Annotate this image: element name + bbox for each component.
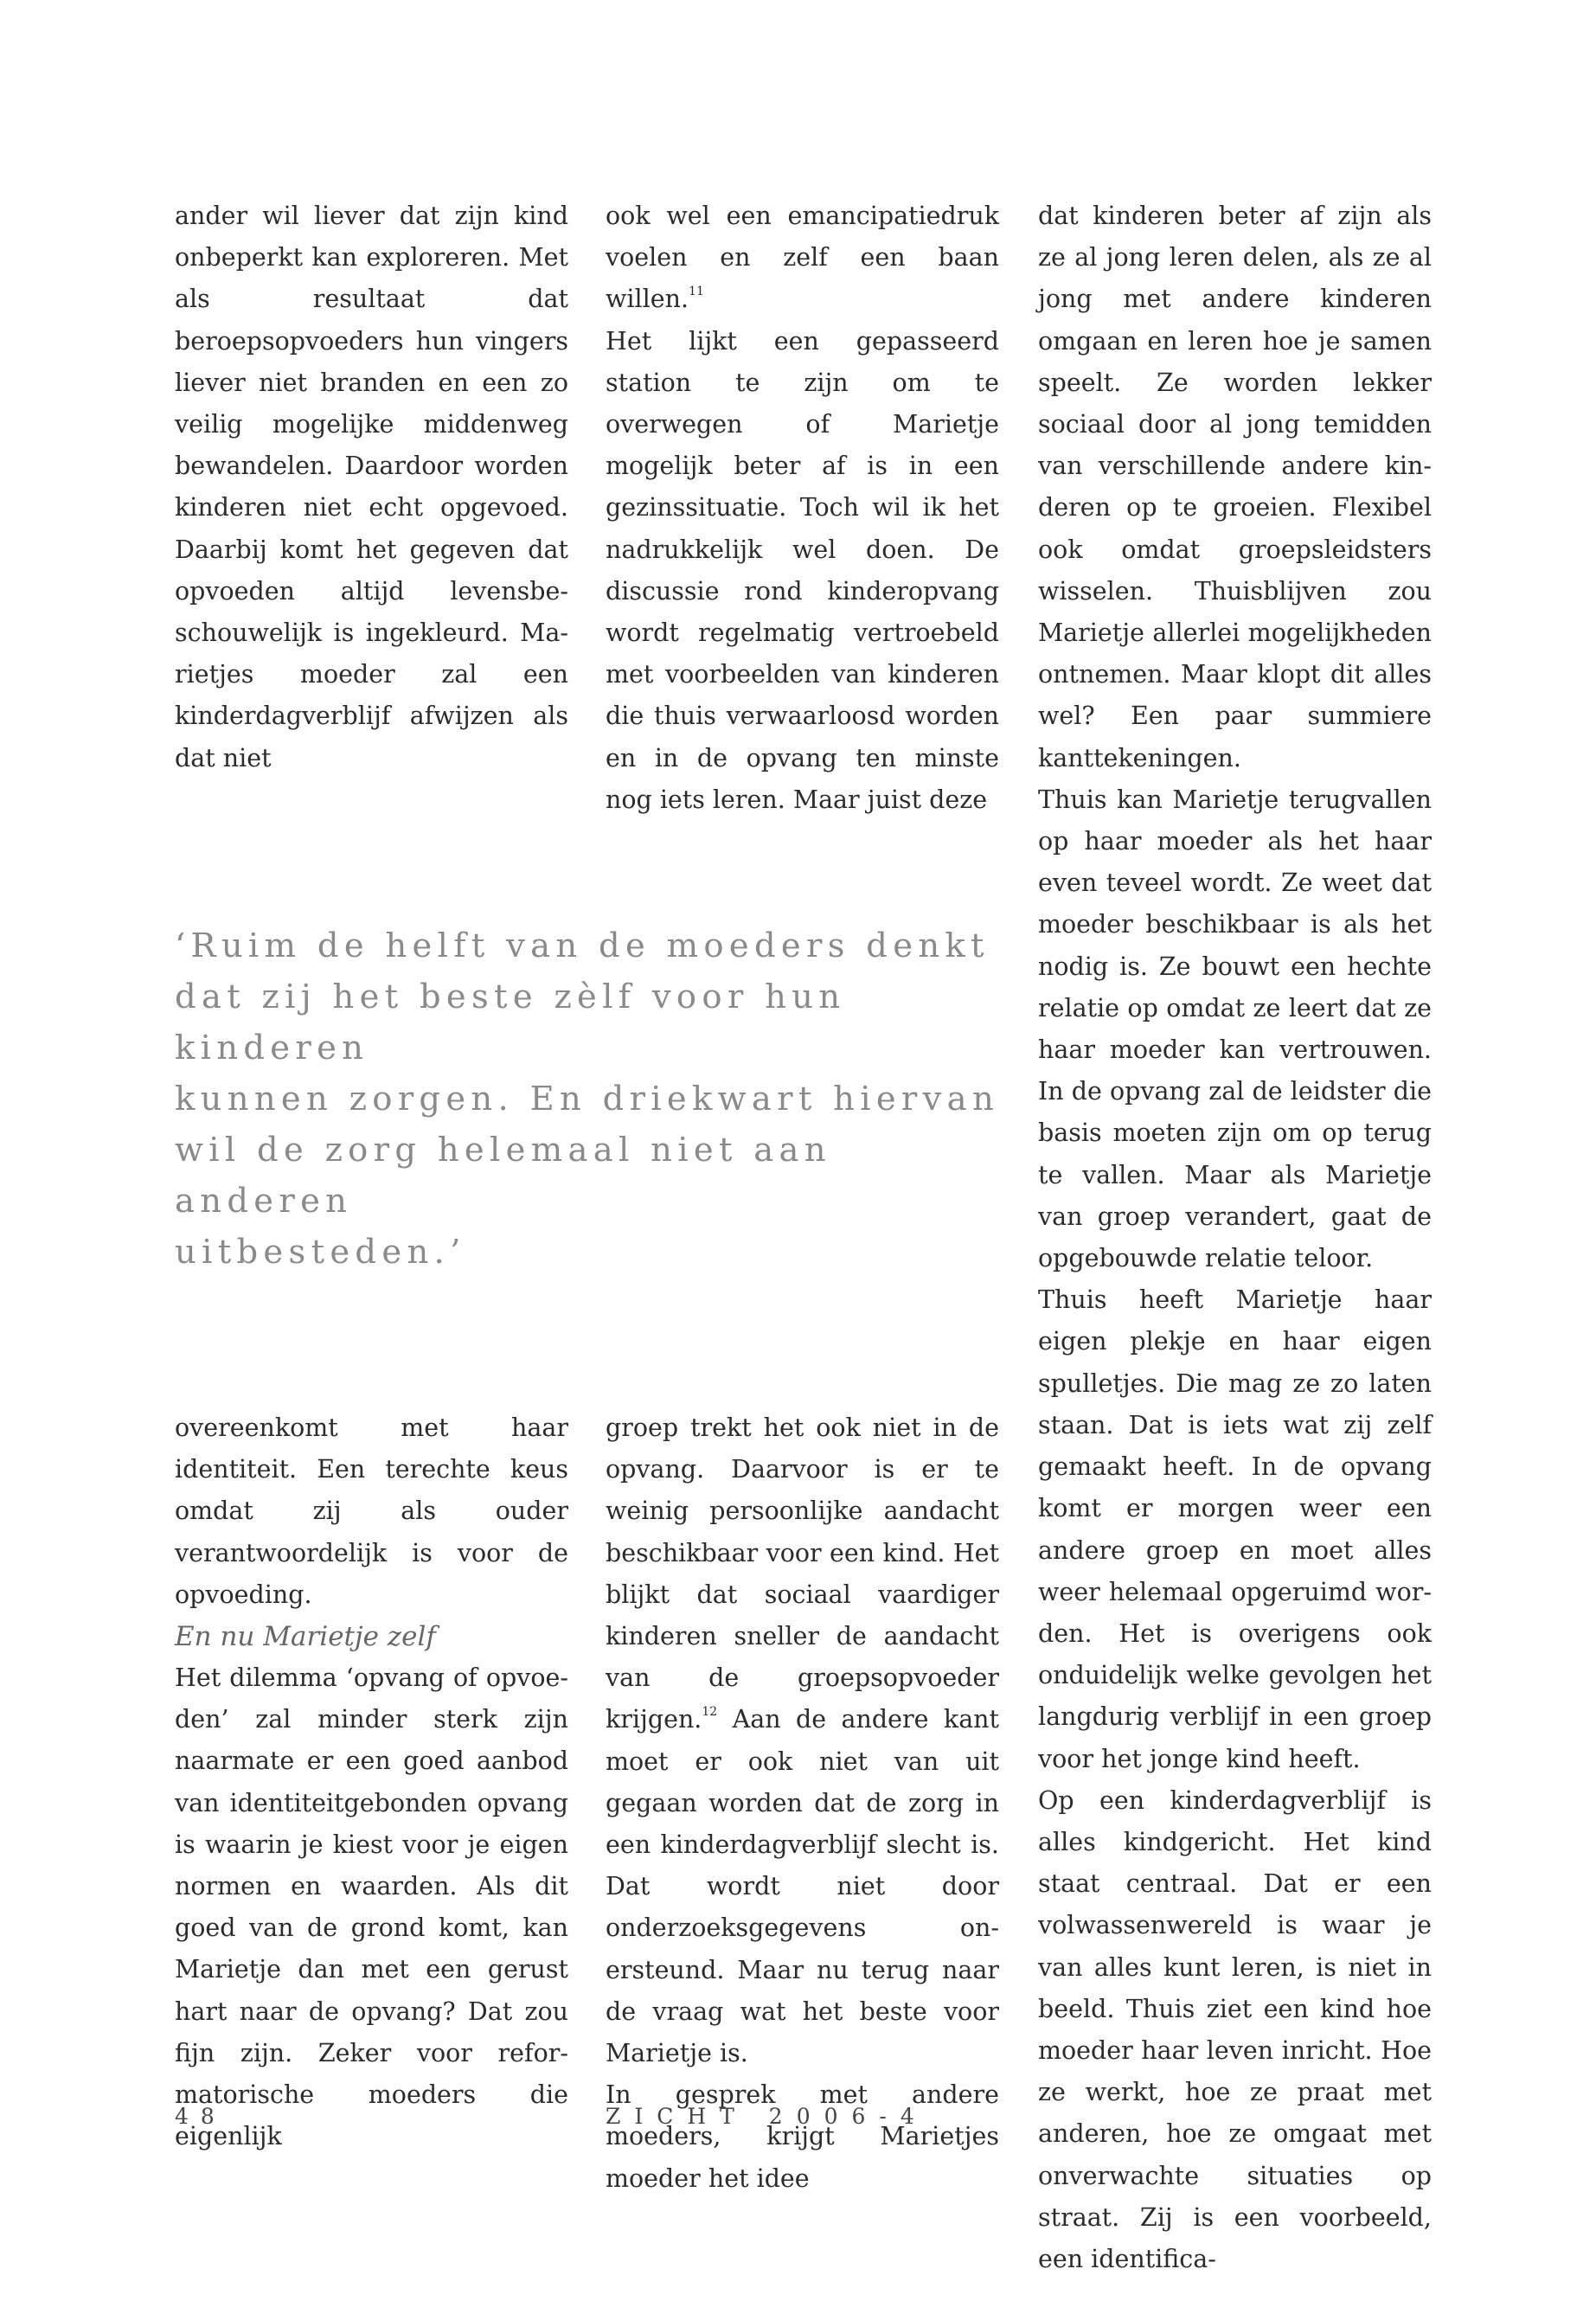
body-paragraph: Op een kinderdagverblijf is alles kindgericht. Het kind staat centraal. Dat er een volwassenwereld is waar je van alles kunt leren, is niet in beeld. Thuis ziet een kind hoe moeder haar leven inricht. Hoe ze werkt, hoe ze praat met anderen, hoe ze omgaat met onverwachte situaties op straat. Zij is een voorbeeld, een identifica- bbox=[1038, 1785, 1432, 2273]
body-paragraph: Het dilemma ‘opvang of opvoeden’ zal minder sterk zijn naarmate er een goed aanbod van identiteitgebonden opvang is waarin je kiest voor je eigen normen en waarden. Als dit goed van de grond komt, kan Marietje dan met een gerust hart naar de opvang? Dat zou fijn zijn. Zeker voor reformatorische moeders die eigenlijk bbox=[175, 1663, 568, 2151]
body-paragraph: overeenkomt met haar identiteit. Een terechte keus omdat zij als ouder verantwoordelijk is voor de opvoeding. bbox=[175, 1413, 568, 1609]
column-3 bbox=[1038, 195, 1432, 2280]
pull-quote: ‘Ruim de helft van de moeders denkt dat zij het beste zèlf voor hun kinderen kunnen zorgen. En driekwart hiervan wil de zorg helemaal niet aan anderen uitbesteden.’ bbox=[175, 926, 1000, 1272]
body-paragraph: Thuis heeft Marietje haar eigen plekje en haar eigen spulletjes. Die mag ze zo laten staan. Dat is iets wat zij zelf gemaakt heeft. In de opvang komt er morgen weer een andere groep en moet alles weer helemaal opgeruimd worden. Het is overigens ook onduidelijk welke gevolgen het langdurig verblijf in een groep voor het jonge kind heeft. bbox=[1038, 1285, 1432, 1773]
footnote-marker: 11 bbox=[689, 285, 704, 299]
paragraph-text: ook wel een emancipatiedruk voelen en zelf een baan willen. bbox=[606, 202, 999, 314]
body-paragraph: ander wil liever dat zijn kind onbeperkt kan exploreren. Met als resultaat dat beroepsopvoeders hun vingers liever niet branden en een zo veilig mogelijke middenweg bewandelen. Daardoor worden kinderen niet echt opgevoed. Daarbij komt het gegeven dat opvoeden altijd levensbeschouwelijk is ingekleurd. Marietjes moeder zal een kinderdagverblijf afwijzen als dat niet bbox=[175, 202, 568, 772]
body-paragraph bbox=[606, 1407, 999, 2074]
column-2-top bbox=[606, 195, 999, 821]
paragraph-text: Aan de andere kant moet er ook niet van uit gegaan worden dat de zorg in een kinderdagverblijf slecht is. Dat wordt niet door onderzoeksgegevens onersteund. Maar nu terug naar de vraag wat het beste voor Marietje is. bbox=[606, 1705, 999, 2068]
body-paragraph: In gesprek met andere moeders, krijgt Marietjes moeder het idee bbox=[606, 2080, 999, 2193]
page-number: 48 bbox=[175, 2104, 227, 2129]
column-1-bottom bbox=[175, 1407, 568, 2157]
footnote-marker: 12 bbox=[702, 1705, 718, 1720]
section-subheading: En nu Marietje zelf bbox=[175, 1621, 436, 1653]
paragraph-text: groep trekt het ook niet in de opvang. Daarvoor is er te weinig persoonlijke aandacht beschikbaar voor een kind. Het blijkt dat sociaal vaardiger kinderen sneller de aandacht van de groepsopvoeder krijgen. bbox=[606, 1413, 999, 1734]
body-paragraph bbox=[606, 195, 999, 321]
body-paragraph: Thuis kan Marietje terugvallen op haar moeder als het haar even teveel wordt. Ze weet dat moeder beschikbaar is als het nodig is. Ze bouwt een hechte relatie op omdat ze leert dat ze haar moeder kan vertrouwen. In de opvang zal de leidster die basis moeten zijn om op terug te vallen. Maar als Marietje van groep verandert, gaat de opgebouwde relatie teloor. bbox=[1038, 785, 1432, 1273]
running-title: ZICHT 2006-4 bbox=[606, 2104, 928, 2129]
column-2-bottom bbox=[606, 1407, 999, 2200]
column-1-top bbox=[175, 195, 568, 779]
body-paragraph: dat kinderen beter af zijn als ze al jong leren delen, als ze al jong met andere kinderen omgaan en leren hoe je samen speelt. Ze worden lekker sociaal door al jong temidden van verschillende andere kinderen op te groeien. Flexibel ook omdat groepsleidsters wisselen. Thuisblijven zou Marietje allerlei mogelijkheden ontnemen. Maar klopt dit alles wel? Een paar summiere kanttekeningen. bbox=[1038, 202, 1432, 772]
body-paragraph: Het lijkt een gepasseerd station te zijn om te overwegen of Marietje mogelijk beter af is in een gezinssituatie. Toch wil ik het nadrukkelijk wel doen. De discussie rond kinderopvang wordt regelmatig vertroebeld met voorbeelden van kinderen die thuis verwaarloosd worden en in de opvang ten minste nog iets leren. Maar juist deze bbox=[606, 326, 999, 814]
